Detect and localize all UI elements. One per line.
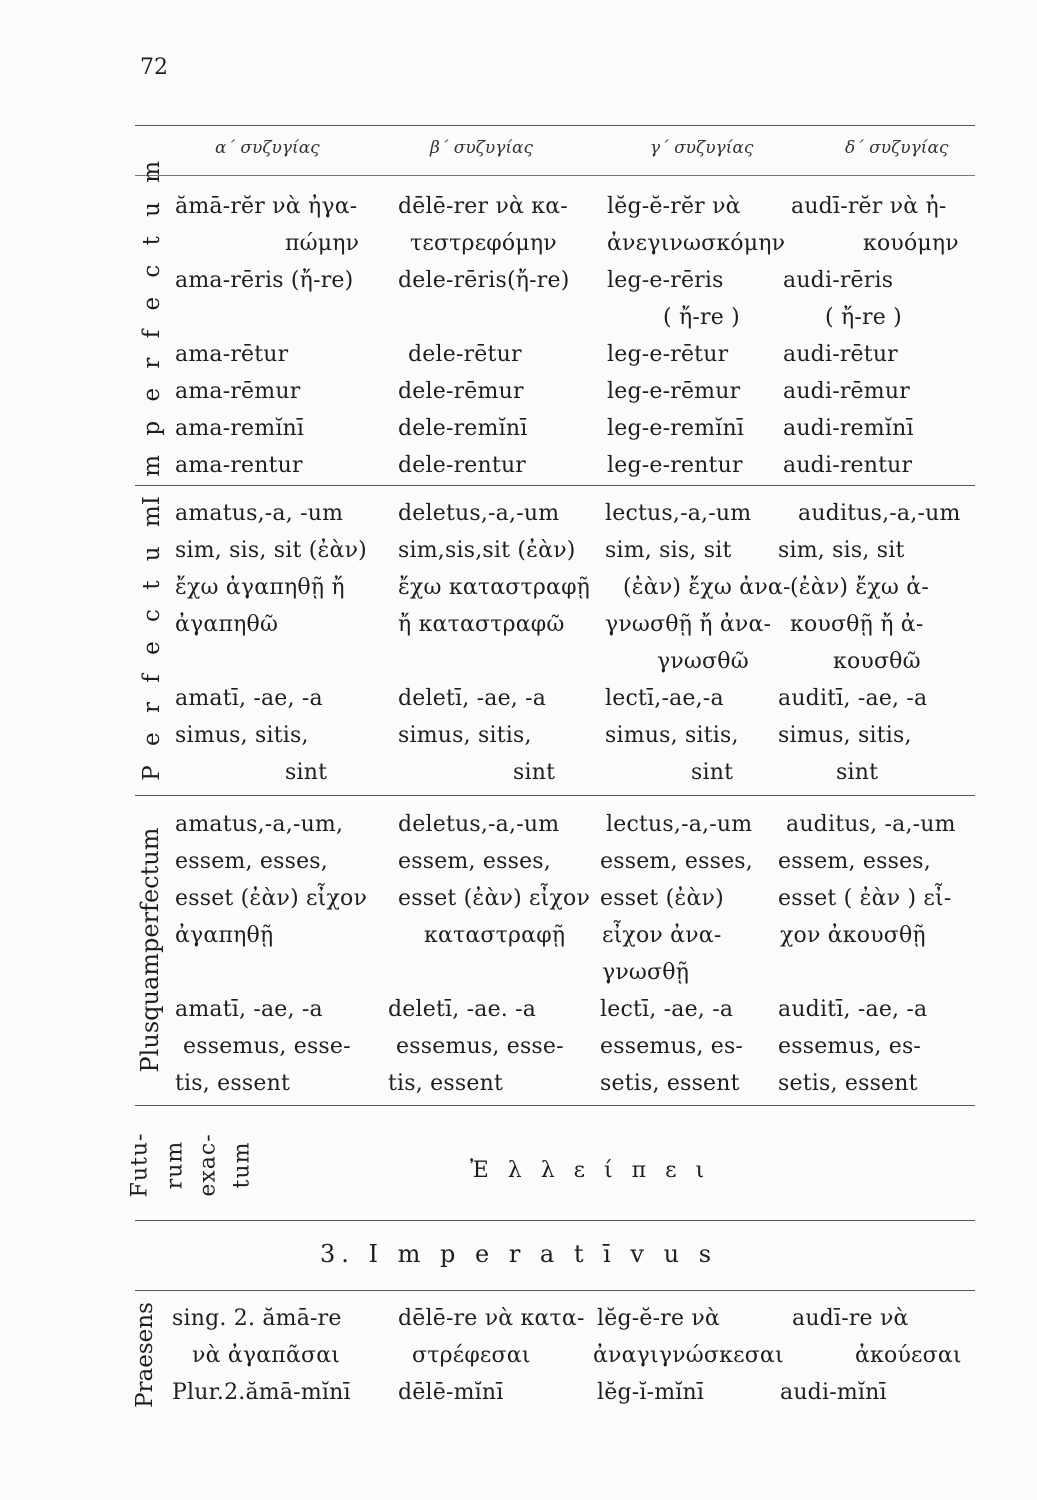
imperativus-rule — [135, 1290, 975, 1291]
perfectum-col2: deletus,-a,-um sim,sis,sit (ἐὰν) ἔχω καταστραφῇ ἤ καταστραφῶ deletī, -ae, -a simus, sitis, sint — [398, 501, 591, 785]
futurum-bottom-rule — [135, 1220, 975, 1221]
praesens-col2: dēlē-re νὰ κατα- στρέφεσαι dēlē-mĭnī — [398, 1306, 585, 1405]
header-col1: α΄ συζυγίας — [215, 138, 320, 158]
imperfectum-col4: audī-rĕr νὰ ἠ- κουόμην audi-rēris ( ἤ-re ) audi-rētur audi-rēmur audi-remĭnī audi-rentur — [783, 194, 959, 478]
imperfectum-col2: dēlē-rer νὰ κα- τεστρεφόμην dele-rēris(ἤ-re) dele-rētur dele-rēmur dele-remĭnī dele-rentur — [398, 194, 570, 478]
perfectum-bottom-rule — [135, 795, 975, 796]
praesens-col3: lĕg-ĕ-re νὰ ἀναγιγνώσκεσαι lĕg-ĭ-mĭnī — [593, 1306, 784, 1405]
header-col3: γ΄ συζυγίας — [650, 138, 754, 158]
imperfectum-col3: lĕg-ĕ-rĕr νὰ ἀνεγινωσκόμην leg-e-rēris ( ἤ-re ) leg-e-rētur leg-e-rēmur leg-e-remĭnī leg-e-rentur — [607, 194, 786, 478]
perfectum-col4: auditus,-a,-um sim, sis, sit (ἐὰν) ἔχω ἀ- κουσθῇ ἤ ἀ- κουσθῶ auditī, -ae, -a simus, sitis, sint — [778, 501, 961, 785]
imperfectum-bottom-rule — [135, 485, 975, 486]
page-number: 72 — [140, 55, 168, 80]
futurum-ellipsis-text: Ἐ λ λ ε ί π ε ι — [470, 1158, 711, 1183]
plusquam-col3: lectus,-a,-um essem, esses, esset (ἐὰν) εἶχον ἀνα- γνωσθῇ lectī, -ae, -a essemus, es- setis, essent — [600, 812, 753, 1096]
header-col2: β΄ συζυγίας — [430, 138, 534, 158]
plusquam-col2: deletus,-a,-um essem, esses, esset (ἐὰν) εἶχον καταστραφῇ deletī, -ae. -a essemus, esse- tis, essent — [388, 812, 591, 1096]
perfectum-col1: amatus,-a, -um sim, sis, sit (ἐὰν) ἔχω ἀγαπηθῇ ἤ ἀγαπηθῶ amatī, -ae, -a simus, sitis, sint — [175, 501, 367, 785]
praesens-col4: audī-re νὰ ἀκούεσαι audi-mĭnī — [780, 1306, 962, 1405]
imperfectum-col1: ămā-rĕr νὰ ἠγα- πώμην ama-rēris (ἤ-re) ama-rētur ama-rēmur ama-remĭnī ama-rentur — [175, 194, 360, 478]
header-rule — [135, 175, 975, 176]
plusquam-col4: auditus, -a,-um essem, esses, esset ( ἐὰν ) εἶ- χον ἀκουσθῇ auditī, -ae, -a essemus, es- setis, essent — [778, 812, 956, 1096]
header-col4: δ΄ συζυγίας — [845, 138, 949, 158]
perfectum-col3: lectus,-a,-um sim, sis, sit (ἐὰν) ἔχω ἀνα- γνωσθῇ ἤ ἀνα- γνωσθῶ lectī,-ae,-a simus, sitis, sint — [605, 501, 791, 785]
plusquam-col1: amatus,-a,-um, essem, esses, esset (ἐὰν) εἶχον ἀγαπηθῇ amatī, -ae, -a essemus, esse- tis, essent — [175, 812, 368, 1096]
plusquam-bottom-rule — [135, 1105, 975, 1106]
praesens-col1: sing. 2. ămā-re νὰ ἀγαπᾶσαι Plur.2.ămā-mĭnī — [172, 1306, 351, 1405]
imperativus-title: 3. I m p e r a t ī v u s — [319, 1240, 718, 1268]
top-rule — [135, 125, 975, 126]
